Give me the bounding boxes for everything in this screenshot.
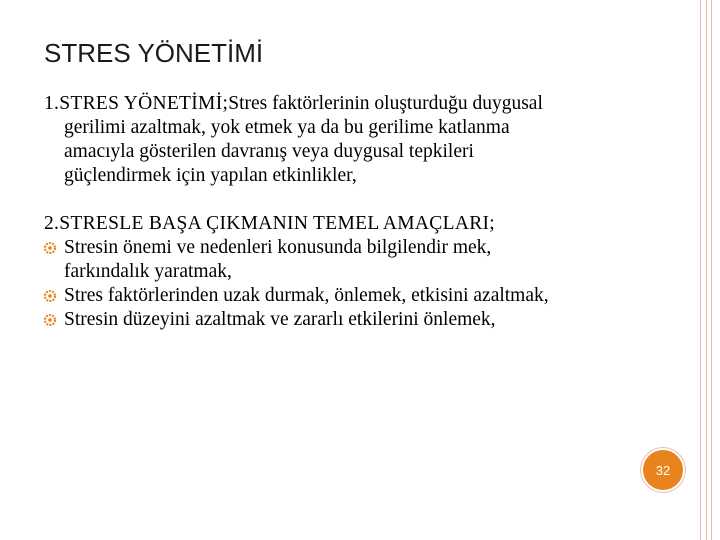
list-item [44, 236, 684, 284]
frame-line [706, 0, 707, 540]
list-item-line: Stres faktörlerinden uzak durmak, önlemek, etkisini azaltmak, [64, 285, 549, 306]
definition-paragraph [44, 92, 684, 188]
gear-bullet-icon [44, 242, 56, 254]
page-number-badge: 32 [641, 448, 685, 492]
section-heading: 2.STRESLE BAŞA ÇIKMANIN TEMEL AMAÇLARI; [44, 213, 496, 234]
frame-line [700, 0, 701, 540]
list-item [44, 284, 684, 308]
definition-label: 1.STRES YÖNETİMİ; [44, 93, 229, 114]
slide-title: STRES YÖNETİMİ [44, 38, 264, 68]
list-item [44, 308, 684, 332]
definition-line: güçlendirmek için yapılan etkinlikler, [64, 165, 357, 186]
list-item-line: Stresin düzeyini azaltmak ve zararlı etkilerini önlemek, [64, 309, 496, 330]
list-item-line: farkındalık yaratmak, [64, 261, 232, 282]
gear-bullet-icon [44, 290, 56, 302]
definition-line: Stres faktörlerinin oluşturduğu duygusal [228, 93, 543, 114]
frame-line [711, 0, 712, 540]
definition-line: amacıyla gösterilen davranış veya duygusal tepkileri [64, 141, 474, 162]
definition-line: gerilimi azaltmak, yok etmek ya da bu gerilime katlanma [64, 117, 510, 138]
gear-bullet-icon [44, 314, 56, 326]
list-item-line: Stresin önemi ve nedenleri konusunda bilgilendir mek, [64, 237, 492, 258]
slide-content [44, 92, 684, 332]
definition-continuation [44, 116, 684, 188]
